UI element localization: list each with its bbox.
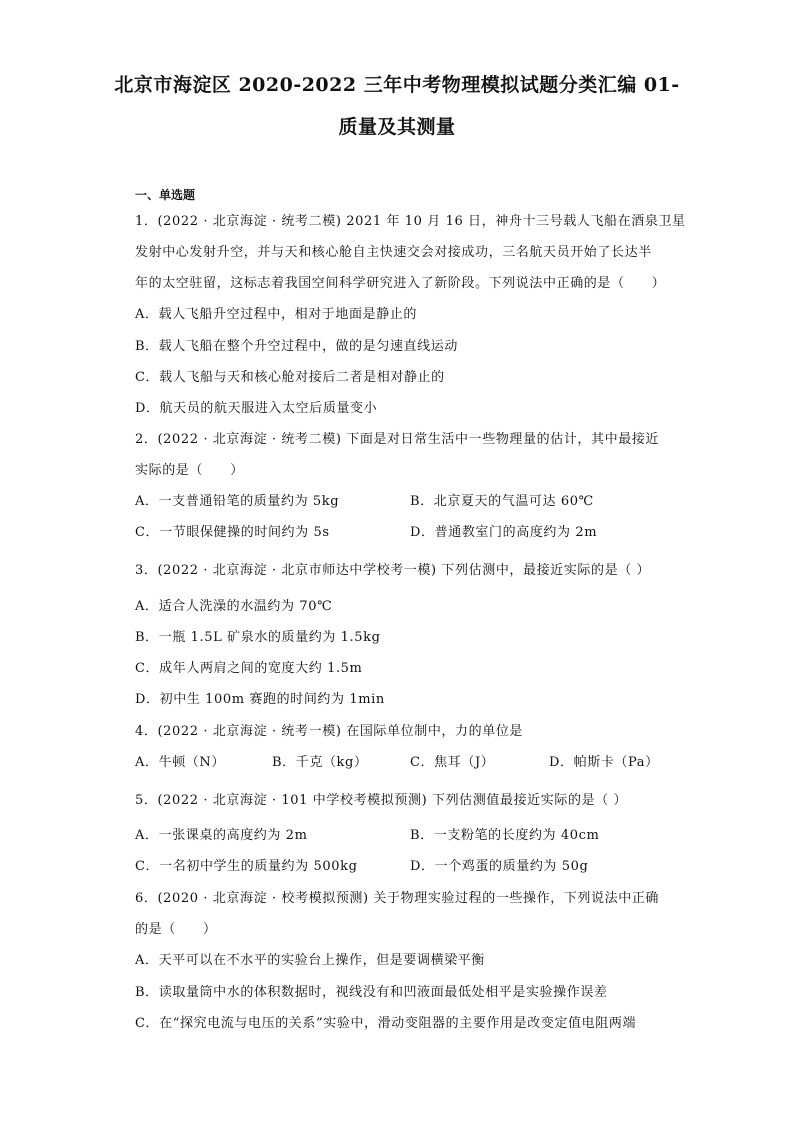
q3-stem-line-1: 3．(2022 · 北京海淀 · 北京市师达中学校考一模) 下列估测中，最接近实际的是（ ） [135,563,651,578]
q5-option-b: B．一支粉笔的长度约为 40cm [410,828,600,843]
q1-option-d: D．航天员的航天服进入太空后质量变小 [135,401,378,416]
q5-option-c: C．一名初中学生的质量约为 500kg [135,859,358,874]
q6-option-c: C．在“探究电流与电压的关系”实验中，滑动变阻器的主要作用是改变定值电阻两端 [135,1016,637,1031]
document-title-line-2: 质量及其测量 [338,116,456,138]
q2-option-c: C．一节眼保健操的时间约为 5s [135,525,330,540]
q2-option-b: B．北京夏天的气温可达 60℃ [410,494,594,509]
q6-option-b: B．读取量筒中水的体积数据时，视线没有和凹液面最低处相平是实验操作误差 [135,985,608,1000]
q5-stem-line-1: 5．(2022 · 北京海淀 · 101 中学校考模拟预测) 下列估测值最接近实际的是（ ） [135,793,628,808]
q5-option-a: A．一张课桌的高度约为 2m [135,828,308,843]
q3-option-d: D．初中生 100m 赛跑的时间约为 1min [135,692,385,707]
q4-option-a: A．牛顿（N） [135,755,225,770]
q1-stem-line-1: 1．(2022 · 北京海淀 · 统考二模) 2021 年 10 月 16 日，神舟十三号载人飞船在酒泉卫星 [135,214,686,229]
q3-option-b: B．一瓶 1.5L 矿泉水的质量约为 1.5kg [135,630,381,645]
q4-stem-line-1: 4．(2022 · 北京海淀 · 统考一模) 在国际单位制中，力的单位是 [135,724,524,739]
section-heading: 一、单选题 [135,188,196,202]
q3-option-a: A．适合人洗澡的水温约为 70℃ [135,599,333,614]
q4-option-d: D．帕斯卡（Pa） [549,755,659,770]
q3-option-c: C．成年人两肩之间的宽度大约 1.5m [135,661,363,676]
q2-option-a: A．一支普通铅笔的质量约为 5kg [135,494,340,509]
q1-option-c: C．载人飞船与天和核心舱对接后二者是相对静止的 [135,370,445,385]
q1-option-a: A．载人飞船升空过程中，相对于地面是静止的 [135,307,417,322]
q2-stem-line-1: 2．(2022 · 北京海淀 · 统考二模) 下面是对日常生活中一些物理量的估计，其中最接近 [135,432,660,447]
q5-option-d: D．一个鸡蛋的质量约为 50g [410,859,589,874]
q1-stem-line-2: 发射中心发射升空，并与天和核心舱自主快速交会对接成功，三名航天员开始了长达半 [135,245,652,260]
q1-stem-line-3: 年的太空驻留，这标志着我国空间科学研究进入了新阶段。下列说法中正确的是（ ） [135,276,666,291]
q2-stem-line-2: 实际的是（ ） [135,463,244,478]
q6-option-a: A．天平可以在不水平的实验台上操作，但是要调横梁平衡 [135,953,485,968]
q1-option-b: B．载人飞船在整个升空过程中，做的是匀速直线运动 [135,339,458,354]
q4-option-b: B．千克（kg） [272,755,368,770]
q4-option-c: C．焦耳（J） [410,755,495,770]
q2-option-d: D．普通教室门的高度约为 2m [410,525,598,540]
q6-stem-line-1: 6．(2020 · 北京海淀 · 校考模拟预测) 关于物理实验过程的一些操作，下列说法中正确 [135,891,660,906]
q6-stem-line-2: 的是（ ） [135,922,217,937]
document-title-line-1: 北京市海淀区 2020-2022 三年中考物理模拟试题分类汇编 01- [114,74,680,96]
